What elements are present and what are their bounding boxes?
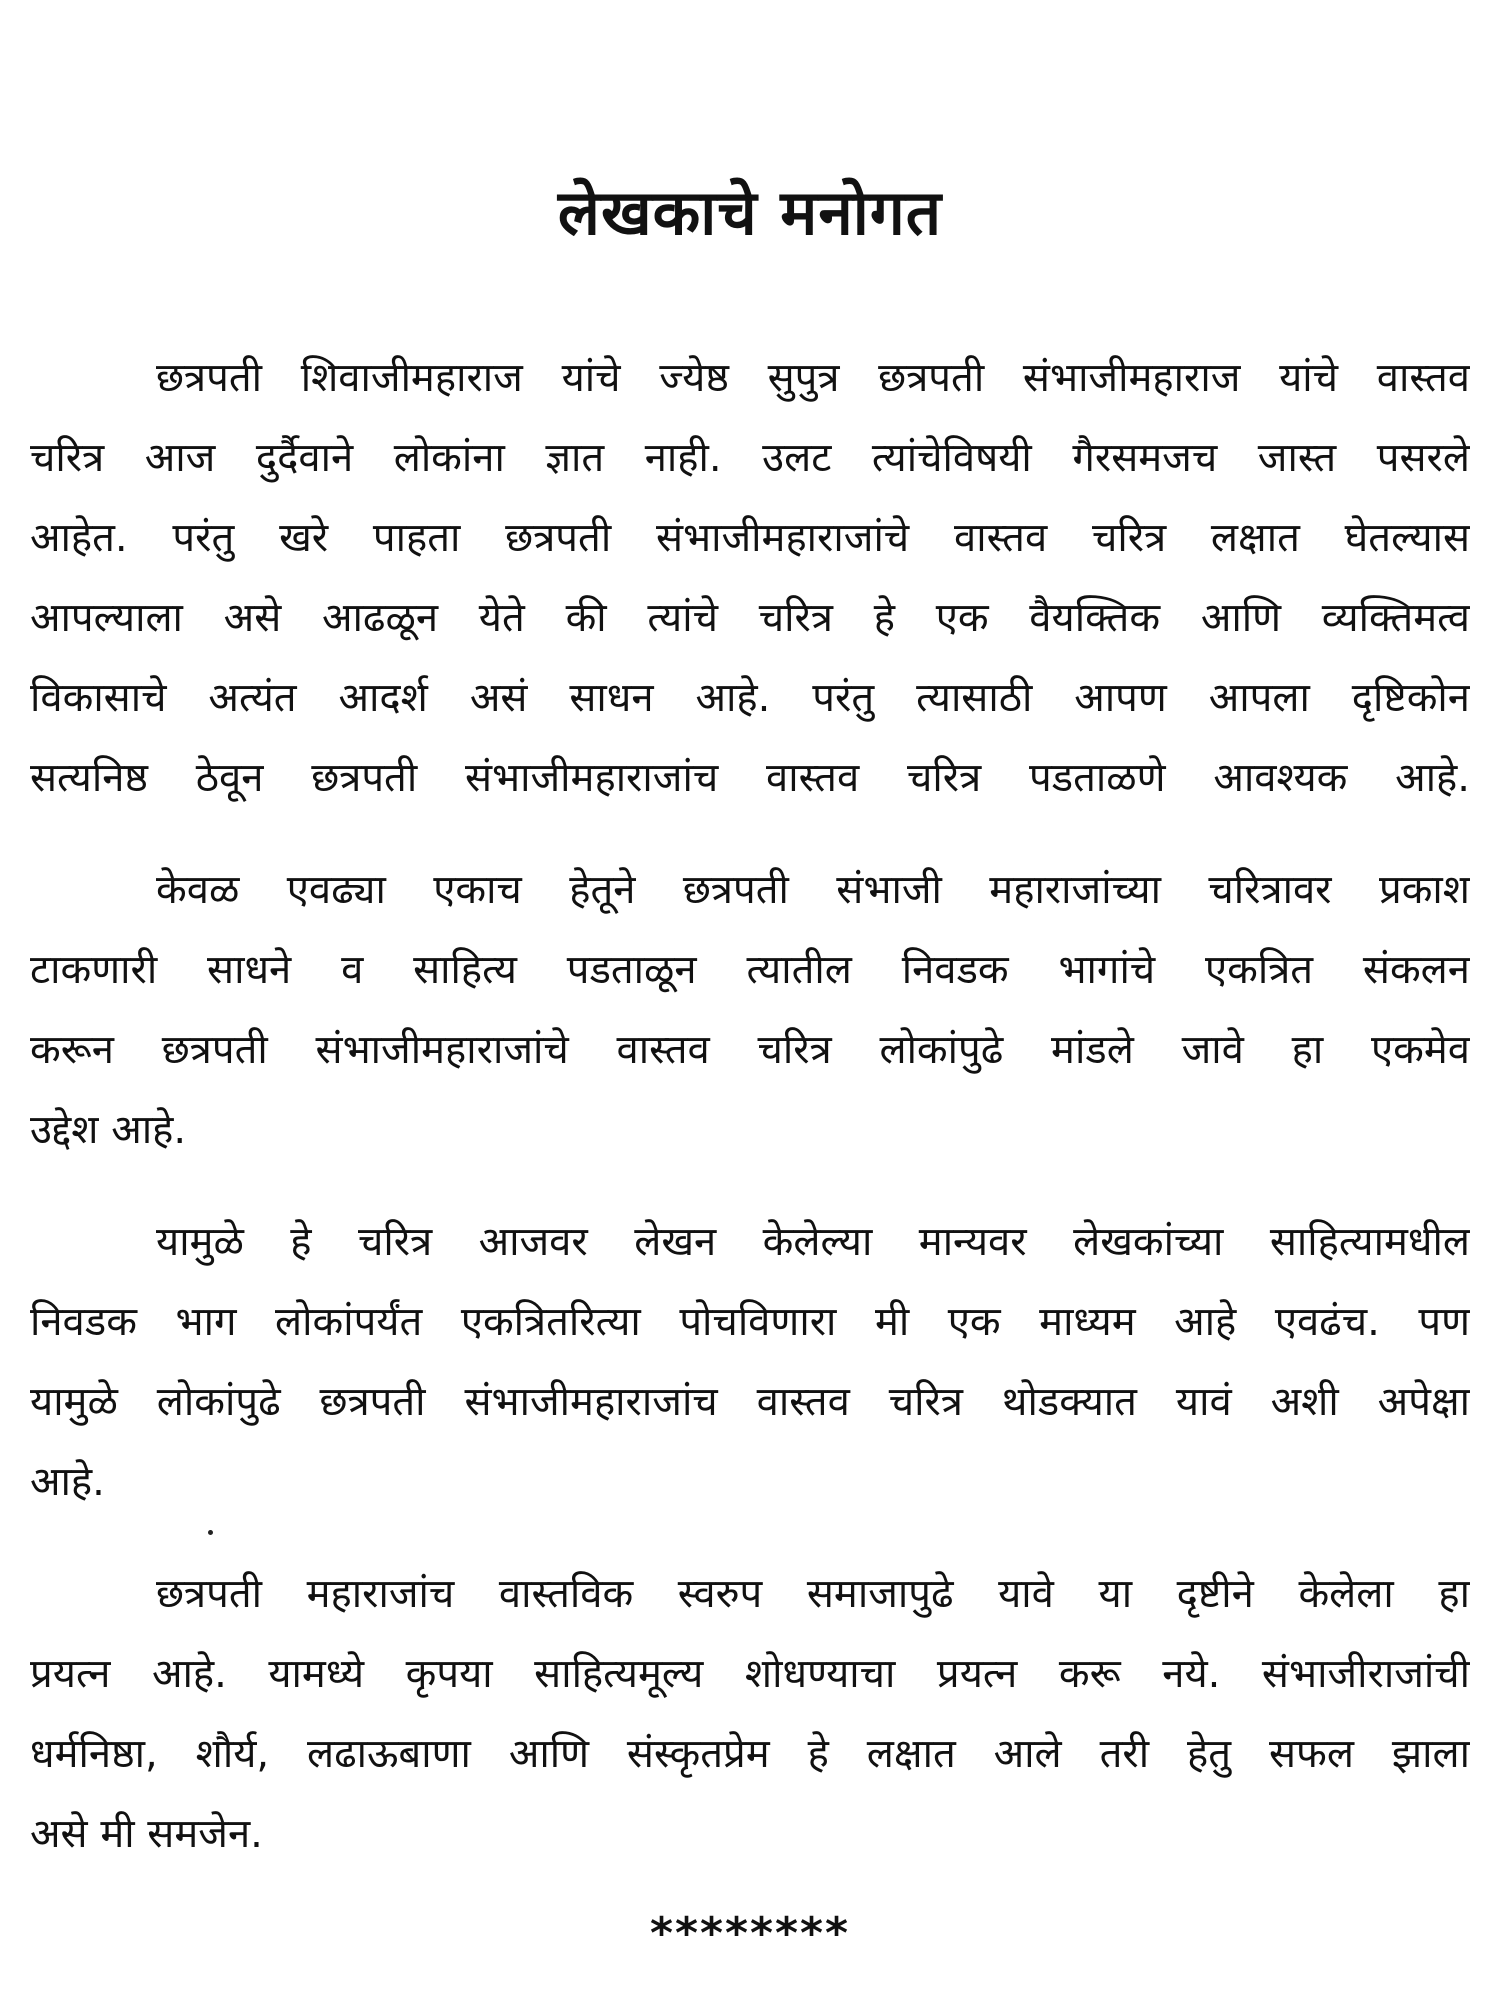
paragraph-line: करून छत्रपती संभाजीमहाराजांचे वास्तव चरित्र लोकांपुढे मांडले जावे हा एकमेव xyxy=(30,1027,1470,1073)
end-mark: ******** xyxy=(649,1908,851,1959)
paragraph-line: छत्रपती शिवाजीमहाराज यांचे ज्येष्ठ सुपुत्र छत्रपती संभाजीमहाराज यांचे वास्तव xyxy=(156,355,1470,401)
preface-body xyxy=(30,338,1470,1874)
paragraph-4 xyxy=(30,1554,1470,1874)
paragraph-line: आहेत. परंतु खरे पाहता छत्रपती संभाजीमहाराजांचे वास्तव चरित्र लक्षात घेतल्यास xyxy=(30,515,1470,561)
paragraph-line: धर्मनिष्ठा, शौर्य, लढाऊबाणा आणि संस्कृतप्रेम हे लक्षात आले तरी हेतु सफल झाला xyxy=(30,1731,1470,1777)
paragraph-line: प्रयत्न आहे. यामध्ये कृपया साहित्यमूल्य शोधण्याचा प्रयत्न करू नये. संभाजीराजांची xyxy=(30,1651,1470,1697)
paragraph-line: उद्देश आहे. xyxy=(30,1107,187,1153)
paragraph-line: निवडक भाग लोकांपर्यंत एकत्रितरित्या पोचविणारा मी एक माध्यम आहे एवढंच. पण xyxy=(30,1299,1470,1345)
paragraph-line: छत्रपती महाराजांच वास्तविक स्वरुप समाजापुढे यावे या दृष्टीने केलेला हा xyxy=(156,1571,1470,1617)
paragraph-line: यामुळे लोकांपुढे छत्रपती संभाजीमहाराजांच वास्तव चरित्र थोडक्यात यावं अशी अपेक्षा xyxy=(30,1379,1470,1425)
paragraph-1 xyxy=(30,338,1470,818)
paragraph-line: सत्यनिष्ठ ठेवून छत्रपती संभाजीमहाराजांच वास्तव चरित्र पडताळणे आवश्यक आहे. xyxy=(30,755,1470,801)
paragraph-line: टाकणारी साधने व साहित्य पडताळून त्यातील निवडक भागांचे एकत्रित संकलन xyxy=(30,947,1470,993)
paragraph-3 xyxy=(30,1202,1470,1522)
paragraph-line: विकासाचे अत्यंत आदर्श असं साधन आहे. परंतु त्यासाठी आपण आपला दृष्टिकोन xyxy=(30,675,1470,721)
paragraph-line: यामुळे हे चरित्र आजवर लेखन केलेल्या मान्यवर लेखकांच्या साहित्यामधील xyxy=(156,1219,1470,1265)
paragraph-line: आपल्याला असे आढळून येते की त्यांचे चरित्र हे एक वैयक्तिक आणि व्यक्तिमत्व xyxy=(30,595,1470,641)
paragraph-gap xyxy=(30,818,1470,850)
paragraph-gap xyxy=(30,1522,1470,1554)
page-title: लेखकाचे मनोगत xyxy=(557,176,943,249)
paragraph-line: केवळ एवढ्या एकाच हेतूने छत्रपती संभाजी महाराजांच्या चरित्रावर प्रकाश xyxy=(156,867,1470,913)
paragraph-line: आहे. xyxy=(30,1459,105,1505)
paragraph-2 xyxy=(30,850,1470,1170)
paragraph-line: असे मी समजेन. xyxy=(30,1811,263,1857)
paragraph-gap xyxy=(30,1170,1470,1202)
paragraph-line: चरित्र आज दुर्दैवाने लोकांना ज्ञात नाही. उलट त्यांचेविषयी गैरसमजच जास्त पसरले xyxy=(30,435,1470,481)
print-speck xyxy=(208,1530,213,1535)
